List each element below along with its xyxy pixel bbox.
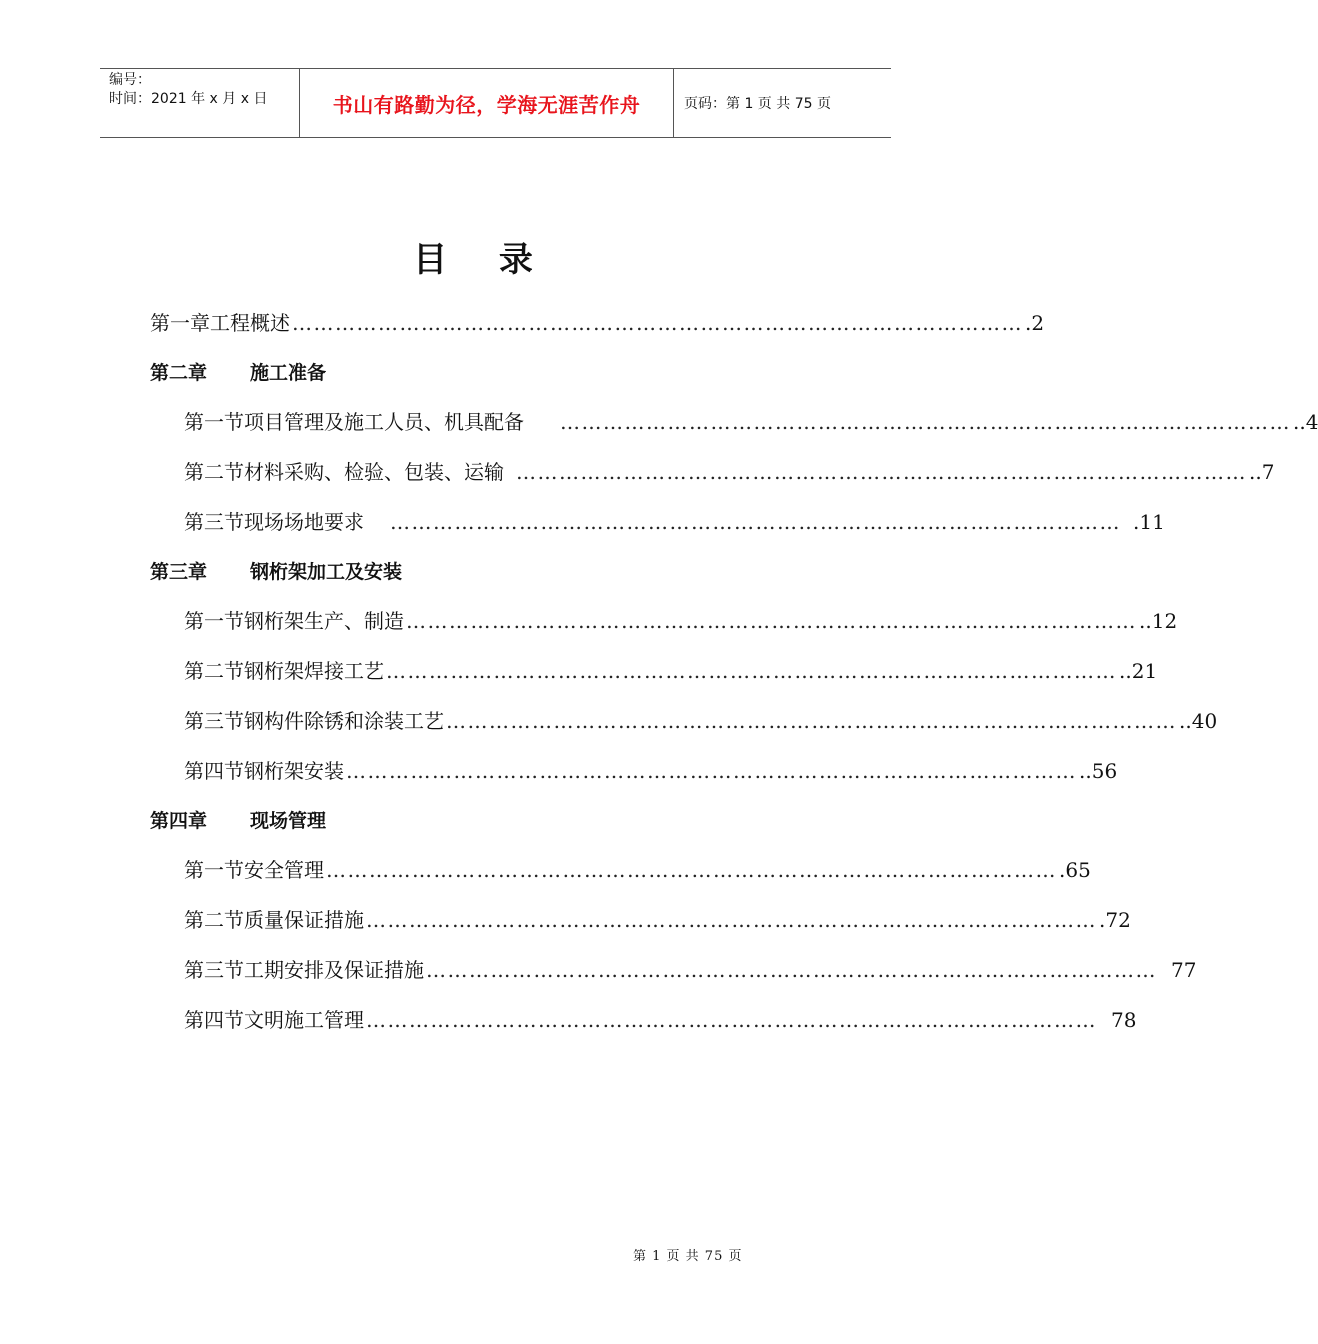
toc-entry-section[interactable]: [184, 507, 1165, 537]
toc-entry-title: 工期安排及保证措施: [244, 958, 424, 982]
toc-entry-title: 安全管理: [244, 858, 324, 882]
toc-entry-page: ..40: [1179, 709, 1218, 733]
toc-entry-section[interactable]: [184, 905, 1131, 935]
toc-entry-title: 材料采购、检验、包装、运输: [244, 460, 504, 484]
toc-leader-dots: …………………………………………………………………………………………: [386, 659, 1117, 683]
toc-entry-chapter-2[interactable]: [150, 358, 848, 388]
toc-entry-title: 文明施工管理: [244, 1008, 364, 1032]
toc-entry-page: ..56: [1079, 759, 1118, 783]
toc-leader-dots: …………………………………………………………………………………………: [390, 510, 1121, 534]
toc-entry-title: 现场管理: [250, 810, 327, 832]
toc-entry-title: 钢构件除锈和涂装工艺: [244, 709, 444, 733]
toc-entry-section[interactable]: [184, 606, 1178, 636]
toc-entry-label: 第二节: [184, 908, 244, 932]
header-meta: [100, 69, 300, 137]
toc-entry-section[interactable]: [184, 756, 1118, 786]
toc-entry-chapter-4[interactable]: [150, 806, 848, 836]
doc-time-label: 时间：2021 年 x 月 x 日: [109, 91, 268, 107]
toc-entry-section[interactable]: [184, 407, 1318, 437]
toc-leader-dots: …………………………………………………………………………………………: [406, 609, 1137, 633]
toc-entry-section[interactable]: [184, 706, 1218, 736]
toc-leader-dots: …………………………………………………………………………………………: [516, 460, 1247, 484]
toc-leader-dots: …………………………………………………………………………………………: [366, 1008, 1097, 1032]
toc-entry-label: 第四章: [150, 810, 208, 832]
page-header: [100, 68, 891, 138]
toc-entry-label: 第三节: [184, 709, 244, 733]
toc-leader-dots: …………………………………………………………………………………………: [292, 311, 1023, 335]
toc-leader-dots: …………………………………………………………………………………………: [346, 759, 1077, 783]
toc-entry-title: 项目管理及施工人员、机具配备: [244, 410, 524, 434]
toc-entry-title: 施工准备: [250, 362, 327, 384]
toc-entry-label: 第一节: [184, 609, 244, 633]
toc-entry-section[interactable]: [184, 457, 1275, 487]
toc-entry-chapter-1[interactable]: [150, 308, 1045, 338]
toc-entry-chapter-3[interactable]: [150, 557, 848, 587]
toc-entry-page: ..7: [1249, 460, 1275, 484]
toc-entry-title: 质量保证措施: [244, 908, 364, 932]
toc-entry-label: 第二章: [150, 362, 208, 384]
toc-entry-title: 钢桁架安装: [244, 759, 344, 783]
toc-entry-label: 第二节: [184, 460, 244, 484]
toc-entry-label: 第一节: [184, 410, 244, 434]
toc-entry-page: ..21: [1119, 659, 1158, 683]
toc-entry-label: 第一章: [150, 311, 210, 335]
doc-number-label: 编号：: [109, 72, 151, 88]
toc-entry-title: 现场场地要求: [244, 510, 364, 534]
toc-entry-page: .65: [1059, 858, 1091, 882]
page-title: 目 录: [413, 240, 553, 280]
toc-entry-page: 77: [1171, 958, 1197, 982]
toc-entry-section[interactable]: [184, 955, 1197, 985]
toc-entry-title: 钢桁架加工及安装: [250, 561, 403, 583]
toc-entry-title: 工程概述: [210, 311, 290, 335]
toc-entry-section[interactable]: [184, 855, 1091, 885]
toc-entry-section[interactable]: [184, 656, 1158, 686]
toc-entry-label: 第三章: [150, 561, 208, 583]
toc-leader-dots: …………………………………………………………………………………………: [326, 858, 1057, 882]
header-motto: 书山有路勤为径，学海无涯苦作舟: [300, 69, 674, 137]
toc-entry-page: .72: [1099, 908, 1131, 932]
toc-entry-page: .2: [1025, 311, 1045, 335]
toc-entry-page: ..4: [1293, 410, 1318, 434]
toc-entry-label: 第三节: [184, 958, 244, 982]
toc-leader-dots: …………………………………………………………………………………………: [560, 410, 1291, 434]
header-page-info: 页码：第 1 页 共 75 页: [684, 96, 831, 112]
toc-entry-section[interactable]: [184, 1005, 1137, 1035]
toc-leader-dots: …………………………………………………………………………………………: [366, 908, 1097, 932]
toc-entry-page: ..12: [1139, 609, 1178, 633]
toc-entry-label: 第四节: [184, 1008, 244, 1032]
toc-entry-label: 第二节: [184, 659, 244, 683]
toc-entry-page: .11: [1133, 510, 1165, 534]
toc-entry-title: 钢桁架焊接工艺: [244, 659, 384, 683]
toc-entry-title: 钢桁架生产、制造: [244, 609, 404, 633]
toc-entry-label: 第三节: [184, 510, 244, 534]
page-footer: 第 1 页 共 75 页: [633, 1249, 743, 1264]
toc-entry-label: 第四节: [184, 759, 244, 783]
toc-leader-dots: …………………………………………………………………………………………: [426, 958, 1157, 982]
toc-entry-page: 78: [1111, 1008, 1137, 1032]
toc-entry-label: 第一节: [184, 858, 244, 882]
toc-leader-dots: …………………………………………………………………………………………: [446, 709, 1177, 733]
